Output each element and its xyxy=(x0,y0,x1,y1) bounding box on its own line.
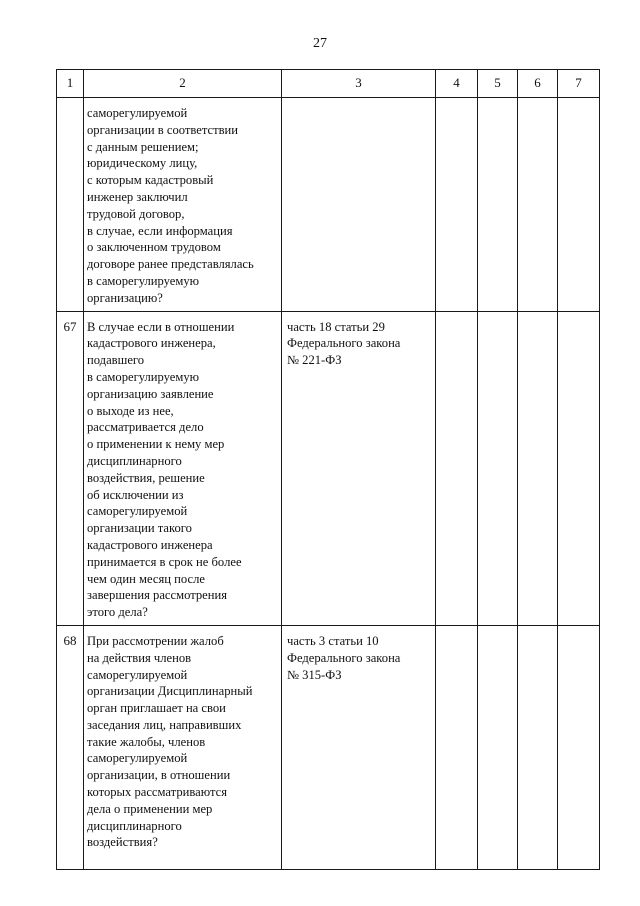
header-row xyxy=(57,70,600,98)
header-cell-1: 1 xyxy=(57,70,84,98)
question-line: дела о применении мер xyxy=(87,801,213,816)
question-cell xyxy=(84,311,282,625)
question-line: с которым кадастровый xyxy=(87,173,214,188)
legal-reference-line: часть 3 статьи 10 xyxy=(287,633,379,648)
header-cell-2: 2 xyxy=(84,70,282,98)
question-line: юридическому лицу, xyxy=(87,156,198,171)
requirements-table xyxy=(56,69,600,870)
empty-cell-col-6 xyxy=(518,98,558,312)
legal-reference-cell xyxy=(282,311,436,625)
question-line: саморегулируемой xyxy=(87,106,188,120)
question-line: о заключенном трудовом xyxy=(87,240,221,255)
empty-cell-col-5 xyxy=(478,311,518,625)
empty-cell-col-6 xyxy=(518,625,558,869)
header-cell-5: 5 xyxy=(478,70,518,98)
question-line: в саморегулируемую xyxy=(87,369,200,384)
empty-cell-col-4 xyxy=(436,625,478,869)
question-line: организацию? xyxy=(87,290,163,305)
question-line: воздействия, решение xyxy=(87,470,205,485)
header-cell-7: 7 xyxy=(558,70,600,98)
legal-reference-line: часть 18 статьи 29 xyxy=(287,319,385,334)
row-number-cell xyxy=(57,311,84,625)
row-number: 67 xyxy=(63,318,77,334)
question-line: организацию заявление xyxy=(87,386,214,401)
empty-cell-col-7 xyxy=(558,98,600,312)
question-line: о применении к нему мер xyxy=(87,437,225,452)
question-line: такие жалобы, членов xyxy=(87,734,206,749)
legal-reference-cell xyxy=(282,625,436,869)
question-line: организации, в отношении xyxy=(87,768,231,783)
question-line: принимается в срок не более xyxy=(87,554,242,569)
empty-cell-col-5 xyxy=(478,98,518,312)
question-line: дисциплинарного xyxy=(87,818,182,833)
page-number: 27 xyxy=(313,36,327,51)
empty-cell-col-5 xyxy=(478,625,518,869)
legal-reference-line: № 221-ФЗ xyxy=(287,353,342,368)
question-line: саморегулируемой xyxy=(87,751,188,766)
legal-reference-cell xyxy=(282,98,436,312)
question-line: с данным решением; xyxy=(87,139,199,154)
question-line: организации Дисциплинарный xyxy=(87,684,253,699)
table-row xyxy=(57,98,600,312)
question-line: воздействия? xyxy=(87,835,158,850)
header-cell-3: 3 xyxy=(282,70,436,98)
question-line: которых рассматриваются xyxy=(87,785,228,800)
question-line: подавшего xyxy=(87,353,145,368)
question-line: завершения рассмотрения xyxy=(87,588,228,603)
table-row xyxy=(57,311,600,625)
row-number-cell xyxy=(57,625,84,869)
question-line: заседания лиц, направивших xyxy=(87,717,242,732)
question-line: При рассмотрении жалоб xyxy=(87,633,224,648)
question-line: в случае, если информация xyxy=(87,223,233,238)
row-number xyxy=(57,98,83,105)
question-line: саморегулируемой xyxy=(87,667,188,682)
question-line: о выходе из нее, xyxy=(87,403,174,418)
question-line: чем один месяц после xyxy=(87,571,205,586)
question-line: договоре ранее представлялась xyxy=(87,257,254,272)
legal-reference-line: № 315-ФЗ xyxy=(287,667,342,682)
header-cell-6: 6 xyxy=(518,70,558,98)
question-line: дисциплинарного xyxy=(87,453,182,468)
empty-cell-col-6 xyxy=(518,311,558,625)
legal-reference-line: Федерального закона xyxy=(287,336,401,351)
question-line: кадастрового инженера, xyxy=(87,336,216,351)
question-cell xyxy=(84,625,282,869)
question-line: В случае если в отношении xyxy=(87,319,235,334)
row-number: 68 xyxy=(63,632,77,648)
question-line: трудовой договор, xyxy=(87,206,185,221)
question-line: инженер заключил xyxy=(87,189,188,204)
empty-cell-col-4 xyxy=(436,98,478,312)
question-line: на действия членов xyxy=(87,650,192,665)
question-line: рассматривается дело xyxy=(87,420,204,435)
question-cell xyxy=(84,98,282,312)
question-line: саморегулируемой xyxy=(87,504,188,519)
question-line: об исключении из xyxy=(87,487,184,502)
table-row xyxy=(57,625,600,869)
empty-cell-col-4 xyxy=(436,311,478,625)
question-line: организации такого xyxy=(87,521,192,536)
question-line: организации в соответствии xyxy=(87,122,239,137)
empty-cell-col-7 xyxy=(558,625,600,869)
question-line: в саморегулируемую xyxy=(87,273,200,288)
question-line: орган приглашает на свои xyxy=(87,701,226,716)
legal-reference-line: Федерального закона xyxy=(287,650,401,665)
question-line: этого дела? xyxy=(87,605,148,620)
question-line: кадастрового инженера xyxy=(87,537,213,552)
header-cell-4: 4 xyxy=(436,70,478,98)
row-number-cell xyxy=(57,98,84,312)
empty-cell-col-7 xyxy=(558,311,600,625)
